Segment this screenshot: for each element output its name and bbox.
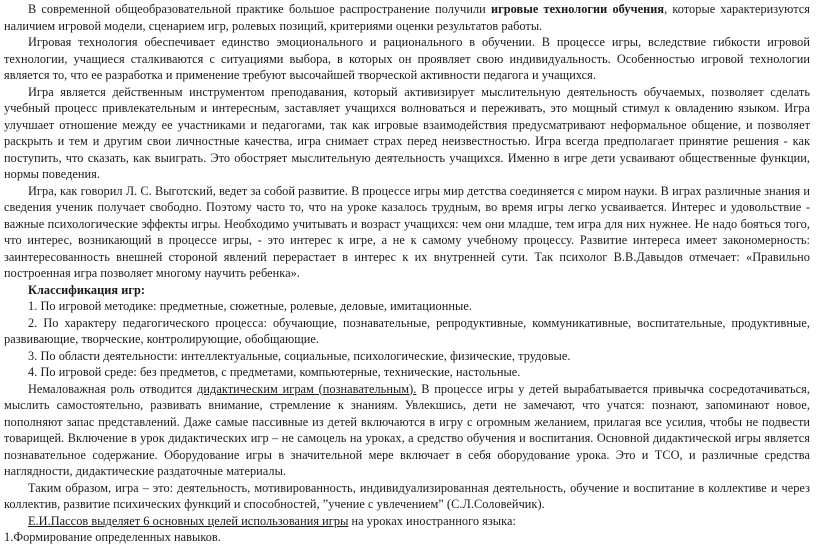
paragraph-vygotsky: Игра, как говорил Л. С. Выготский, ведет за собой развитие. В процессе игры мир детства соединяется с миром науки. В играх различные знания и сведения ученик получает свободно. Поэтому часто то, что на уроке казалось трудным, во время игры легко усваивается. Интерес и удовольствие - важные психологические эффекты игры. Необходимо учитывать и возраст учащихся: чем они младше, тем игра для них нужнее. Не надо бояться того, что интерес, возникающий в процессе игры, - это интерес к игре, а не к самому учебному процессу. Развитие интереса имеет закономерность: заинтересованность внешней стороной явлений перерастает в интерес к их внутренней сути. Так психолог В.В.Давыдов отмечает: «Правильно построенная игра позволяет многому научить ребенка».: [4, 183, 810, 280]
paragraph-didactic-games: [4, 381, 810, 480]
didactic-text-before: Немаловажная роль отводится: [28, 381, 198, 396]
intro-bold-term: игровые технологии обучения: [490, 2, 665, 16]
paragraph-game-technology: Игровая технология обеспечивает единство эмоционального и рационального в обучении. В процессе игры, вследствие гибкости игровой технологии, учащиеся сталкиваются с ситуациями выбора, в которых он проявляет свою индивидуальность. Особенностью игровой технологии является то, что ее разработка и применение требуют высочайшей творческой активности педагога и учащихся.: [4, 35, 810, 82]
paragraph-game-instrument: Игра является действенным инструментом преподавания, который активизирует мыслительную деятельность обучаемых, позволяет сделать учебный процесс привлекательным и интересным, заставляет учащихся волноваться и переживать, это мощный стимул к овладению языком. Игра улучшает отношение между ее участниками и педагогами, так как игровые взаимодействия предусматривают неформальное общение, и позволяет раскрыть и тем и другим свои личностные качества, игра снимает страх перед неизвестностью. Игра всегда предполагает принятие решения - как поступить, что сказать, как выиграть. Это обостряет мыслительную деятельность учащихся. Именно в игре дети усваивают общественные функции, нормы поведения.: [4, 84, 810, 181]
classification-item-2: 2. По характеру педагогического процесса: обучающие, познавательные, репродуктивные, коммуникативные, воспитательные, продуктивные, развивающие, творческие, контролирующие, обобщающие.: [4, 315, 810, 346]
classification-item-4: 4. По игровой среде: без предметов, с предметами, компьютерные, технические, настольные.: [28, 365, 521, 379]
intro-text-after: , которые характеризуются наличием игровой модели, сценарием игр, ролевых позиций, критериями оценки результатов работы.: [4, 2, 810, 33]
didactic-text-after: В процессе игры у детей вырабатывается привычка сосредотачиваться, мыслить самостоятельно, развивать внимание, стремление к знаниям. Увлекшись, дети не замечают, что учатся: познают, запоминают новое, пополняют запас представлений. Даже самые пассивные из детей включаются в игру с огромным желанием, прилагая все усилия, чтобы не подвести товарищей. Включение в урок дидактических игр – не самоцель на уроках, а средство обучения и воспитания. Основной дидактической игры является познавательное содержание. Оборудование игры в значительной мере включает в себя оборудование урока. Это и ТСО, и различные средства наглядности, дидактические раздаточные материалы.: [4, 381, 810, 478]
passov-underlined-text: Е.И.Пассов выделяет 6 основных целей использования игры: [28, 513, 349, 528]
classification-item-3: 3. По области деятельности: интеллектуальные, социальные, психологические, физические, трудовые.: [28, 348, 571, 363]
passov-text-after: на уроках иностранного языка:: [348, 513, 516, 528]
classification-item-1: 1. По игровой методике: предметные, сюжетные, ролевые, деловые, имитационные.: [28, 299, 472, 313]
paragraph-passov: [4, 513, 810, 530]
classification-heading: Классификация игр:: [28, 282, 146, 297]
didactic-underlined-term: дидактическим играм (познавательным).: [197, 381, 417, 396]
paragraph-conclusion: Таким образом, игра – это: деятельность, мотивированность, индивидуализированная деятельность, обучение и воспитание в коллективе и через коллектив, развитие психических функций и способностей, ”учение с увлечением” (С.Л.Соловейчик).: [4, 480, 810, 511]
intro-text-before: В современной общеобразовательной практике большое распространение получили: [28, 2, 491, 16]
paragraph-intro: [4, 1, 810, 34]
goal-item-1: 1.Формирование определенных навыков.: [4, 530, 221, 544]
